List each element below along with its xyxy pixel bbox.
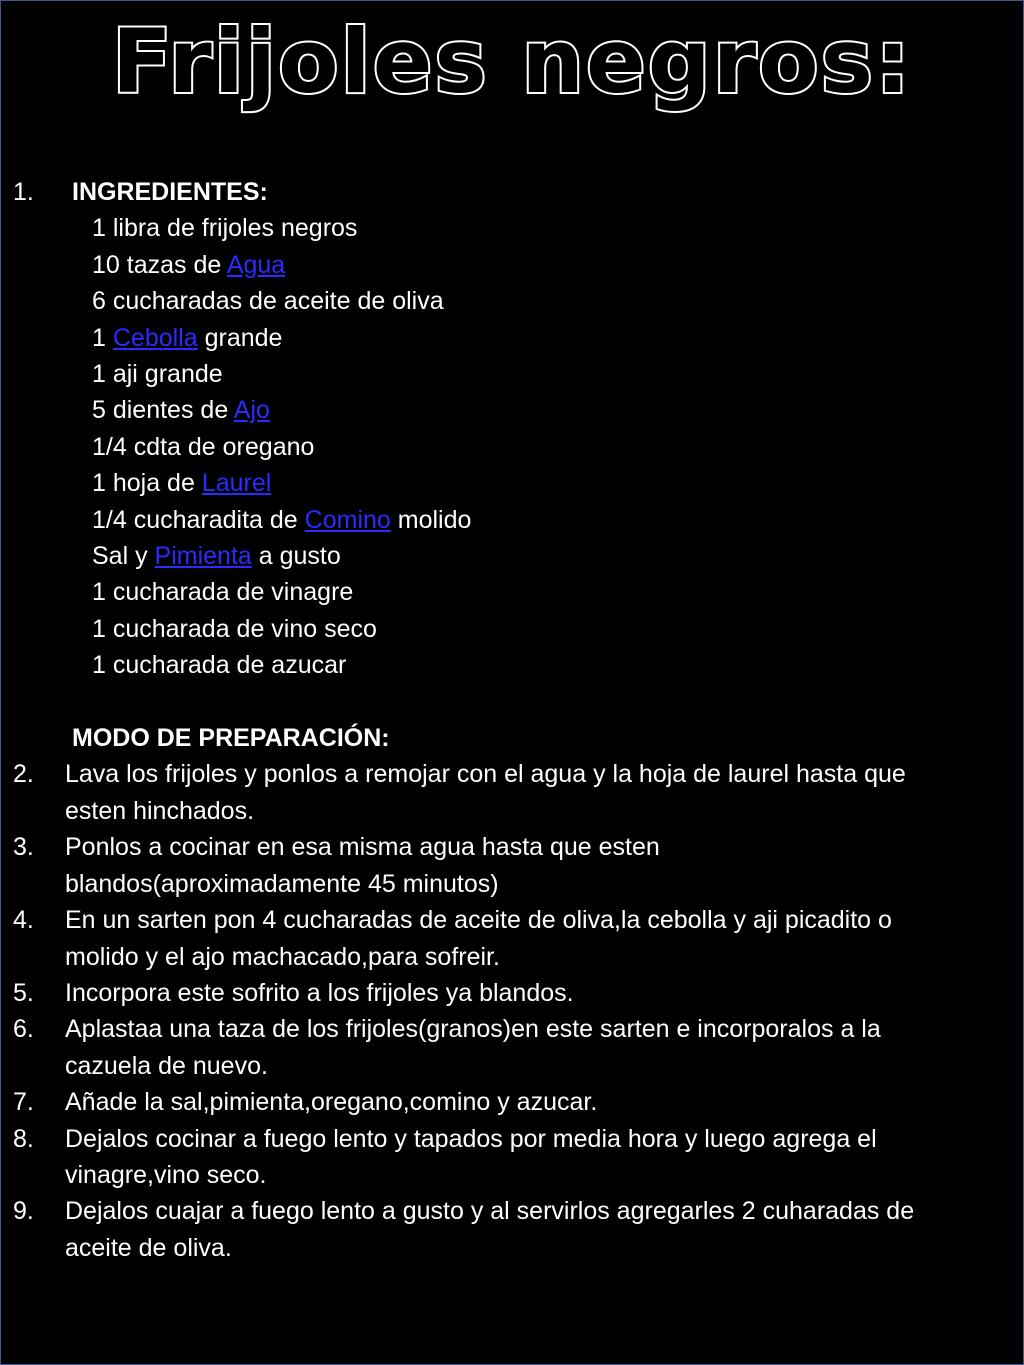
- ingredient-text: 1 aji grande: [92, 360, 223, 389]
- ingredient-link[interactable]: Pimienta: [154, 542, 252, 571]
- step-text-line: Dejalos cocinar a fuego lento y tapados por media hora y luego agrega el: [65, 1124, 877, 1153]
- ingredient-link[interactable]: Ajo: [233, 396, 270, 425]
- step-list: [0, 756, 1024, 1266]
- step-number: 5.: [13, 978, 34, 1007]
- ingredient-item: [0, 247, 1024, 283]
- ingredient-item: [0, 647, 1024, 683]
- ingredient-item: [0, 429, 1024, 465]
- ingredient-text: 5 dientes de: [92, 396, 234, 425]
- preparation-step: [0, 1011, 1024, 1084]
- step-text-line: molido y el ajo machacado,para sofreir.: [65, 942, 500, 971]
- ingredient-item: [0, 502, 1024, 538]
- step-text-line: vinagre,vino seco.: [65, 1160, 267, 1189]
- step-text-line: blandos(aproximadamente 45 minutos): [65, 869, 499, 898]
- step-text-line: esten hinchados.: [65, 796, 255, 825]
- ingredient-link[interactable]: Cebolla: [112, 323, 198, 352]
- preparation-heading: MODO DE PREPARACIÓN:: [72, 724, 390, 753]
- list-number: 1.: [13, 178, 34, 206]
- step-text-line: En un sarten pon 4 cucharadas de aceite de oliva,la cebolla y aji picadito o: [65, 906, 892, 935]
- ingredient-text-after: molido: [390, 505, 472, 534]
- step-number: 9.: [13, 1197, 34, 1226]
- preparation-step: [0, 1084, 1024, 1120]
- step-text-line: Dejalos cuajar a fuego lento a gusto y al servirlos agregarles 2 cuharadas de: [65, 1197, 915, 1226]
- step-number: 7.: [13, 1088, 34, 1117]
- step-text-line: aceite de oliva.: [65, 1233, 232, 1262]
- ingredient-text: Sal y: [92, 542, 155, 571]
- ingredient-item: [0, 283, 1024, 319]
- ingredient-list: [0, 210, 1024, 683]
- step-text-line: Añade la sal,pimienta,oregano,comino y azucar.: [65, 1088, 598, 1117]
- ingredient-item: [0, 465, 1024, 501]
- step-text-line: Aplastaa una taza de los frijoles(granos)en este sarten e incorporalos a la: [65, 1015, 881, 1044]
- preparation-step: [0, 902, 1024, 975]
- step-number: 8.: [13, 1124, 34, 1153]
- ingredient-text-after: a gusto: [251, 542, 341, 571]
- step-text-line: Lava los frijoles y ponlos a remojar con el agua y la hoja de laurel hasta que: [65, 760, 906, 789]
- ingredient-text: 10 tazas de: [92, 250, 227, 279]
- recipe-content: [0, 174, 1024, 1266]
- ingredient-item: [0, 392, 1024, 428]
- ingredient-text: 1/4 cdta de oregano: [92, 432, 315, 461]
- ingredient-item: [0, 574, 1024, 610]
- page-title: Frijoles negros:: [111, 10, 913, 113]
- step-text-line: cazuela de nuevo.: [65, 1051, 268, 1080]
- ingredient-link[interactable]: Laurel: [201, 469, 272, 498]
- preparation-step: [0, 1193, 1024, 1266]
- ingredient-item: [0, 320, 1024, 356]
- ingredient-item: [0, 611, 1024, 647]
- ingredient-item: [0, 538, 1024, 574]
- ingredient-text: 6 cucharadas de aceite de oliva: [92, 287, 444, 316]
- step-text-line: Incorpora este sofrito a los frijoles ya blandos.: [65, 978, 574, 1007]
- step-text-line: Ponlos a cocinar en esa misma agua hasta que esten: [65, 833, 660, 862]
- ingredient-text: 1 cucharada de azucar: [92, 651, 347, 680]
- step-number: 2.: [13, 760, 34, 789]
- preparation-step: [0, 1121, 1024, 1194]
- ingredient-item: [0, 356, 1024, 392]
- preparation-step: [0, 975, 1024, 1011]
- ingredient-link[interactable]: Comino: [304, 505, 391, 534]
- ingredient-text: 1 libra de frijoles negros: [92, 214, 358, 243]
- ingredients-heading: INGREDIENTES:: [72, 178, 268, 206]
- ingredient-item: [0, 210, 1024, 246]
- spacer: [0, 684, 1024, 720]
- ingredient-text: 1: [92, 323, 113, 352]
- ingredient-text: 1 cucharada de vino seco: [92, 614, 377, 643]
- ingredient-text: 1 cucharada de vinagre: [92, 578, 354, 607]
- ingredient-text-after: grande: [197, 323, 283, 352]
- ingredient-text: 1 hoja de: [92, 469, 202, 498]
- ingredient-text: 1/4 cucharadita de: [92, 505, 305, 534]
- ingredients-heading-row: [0, 174, 1024, 210]
- ingredient-link[interactable]: Agua: [226, 250, 286, 279]
- preparation-heading-row: [0, 720, 1024, 756]
- step-number: 4.: [13, 906, 34, 935]
- step-number: 6.: [13, 1015, 34, 1044]
- step-number: 3.: [13, 833, 34, 862]
- preparation-step: [0, 829, 1024, 902]
- preparation-step: [0, 756, 1024, 829]
